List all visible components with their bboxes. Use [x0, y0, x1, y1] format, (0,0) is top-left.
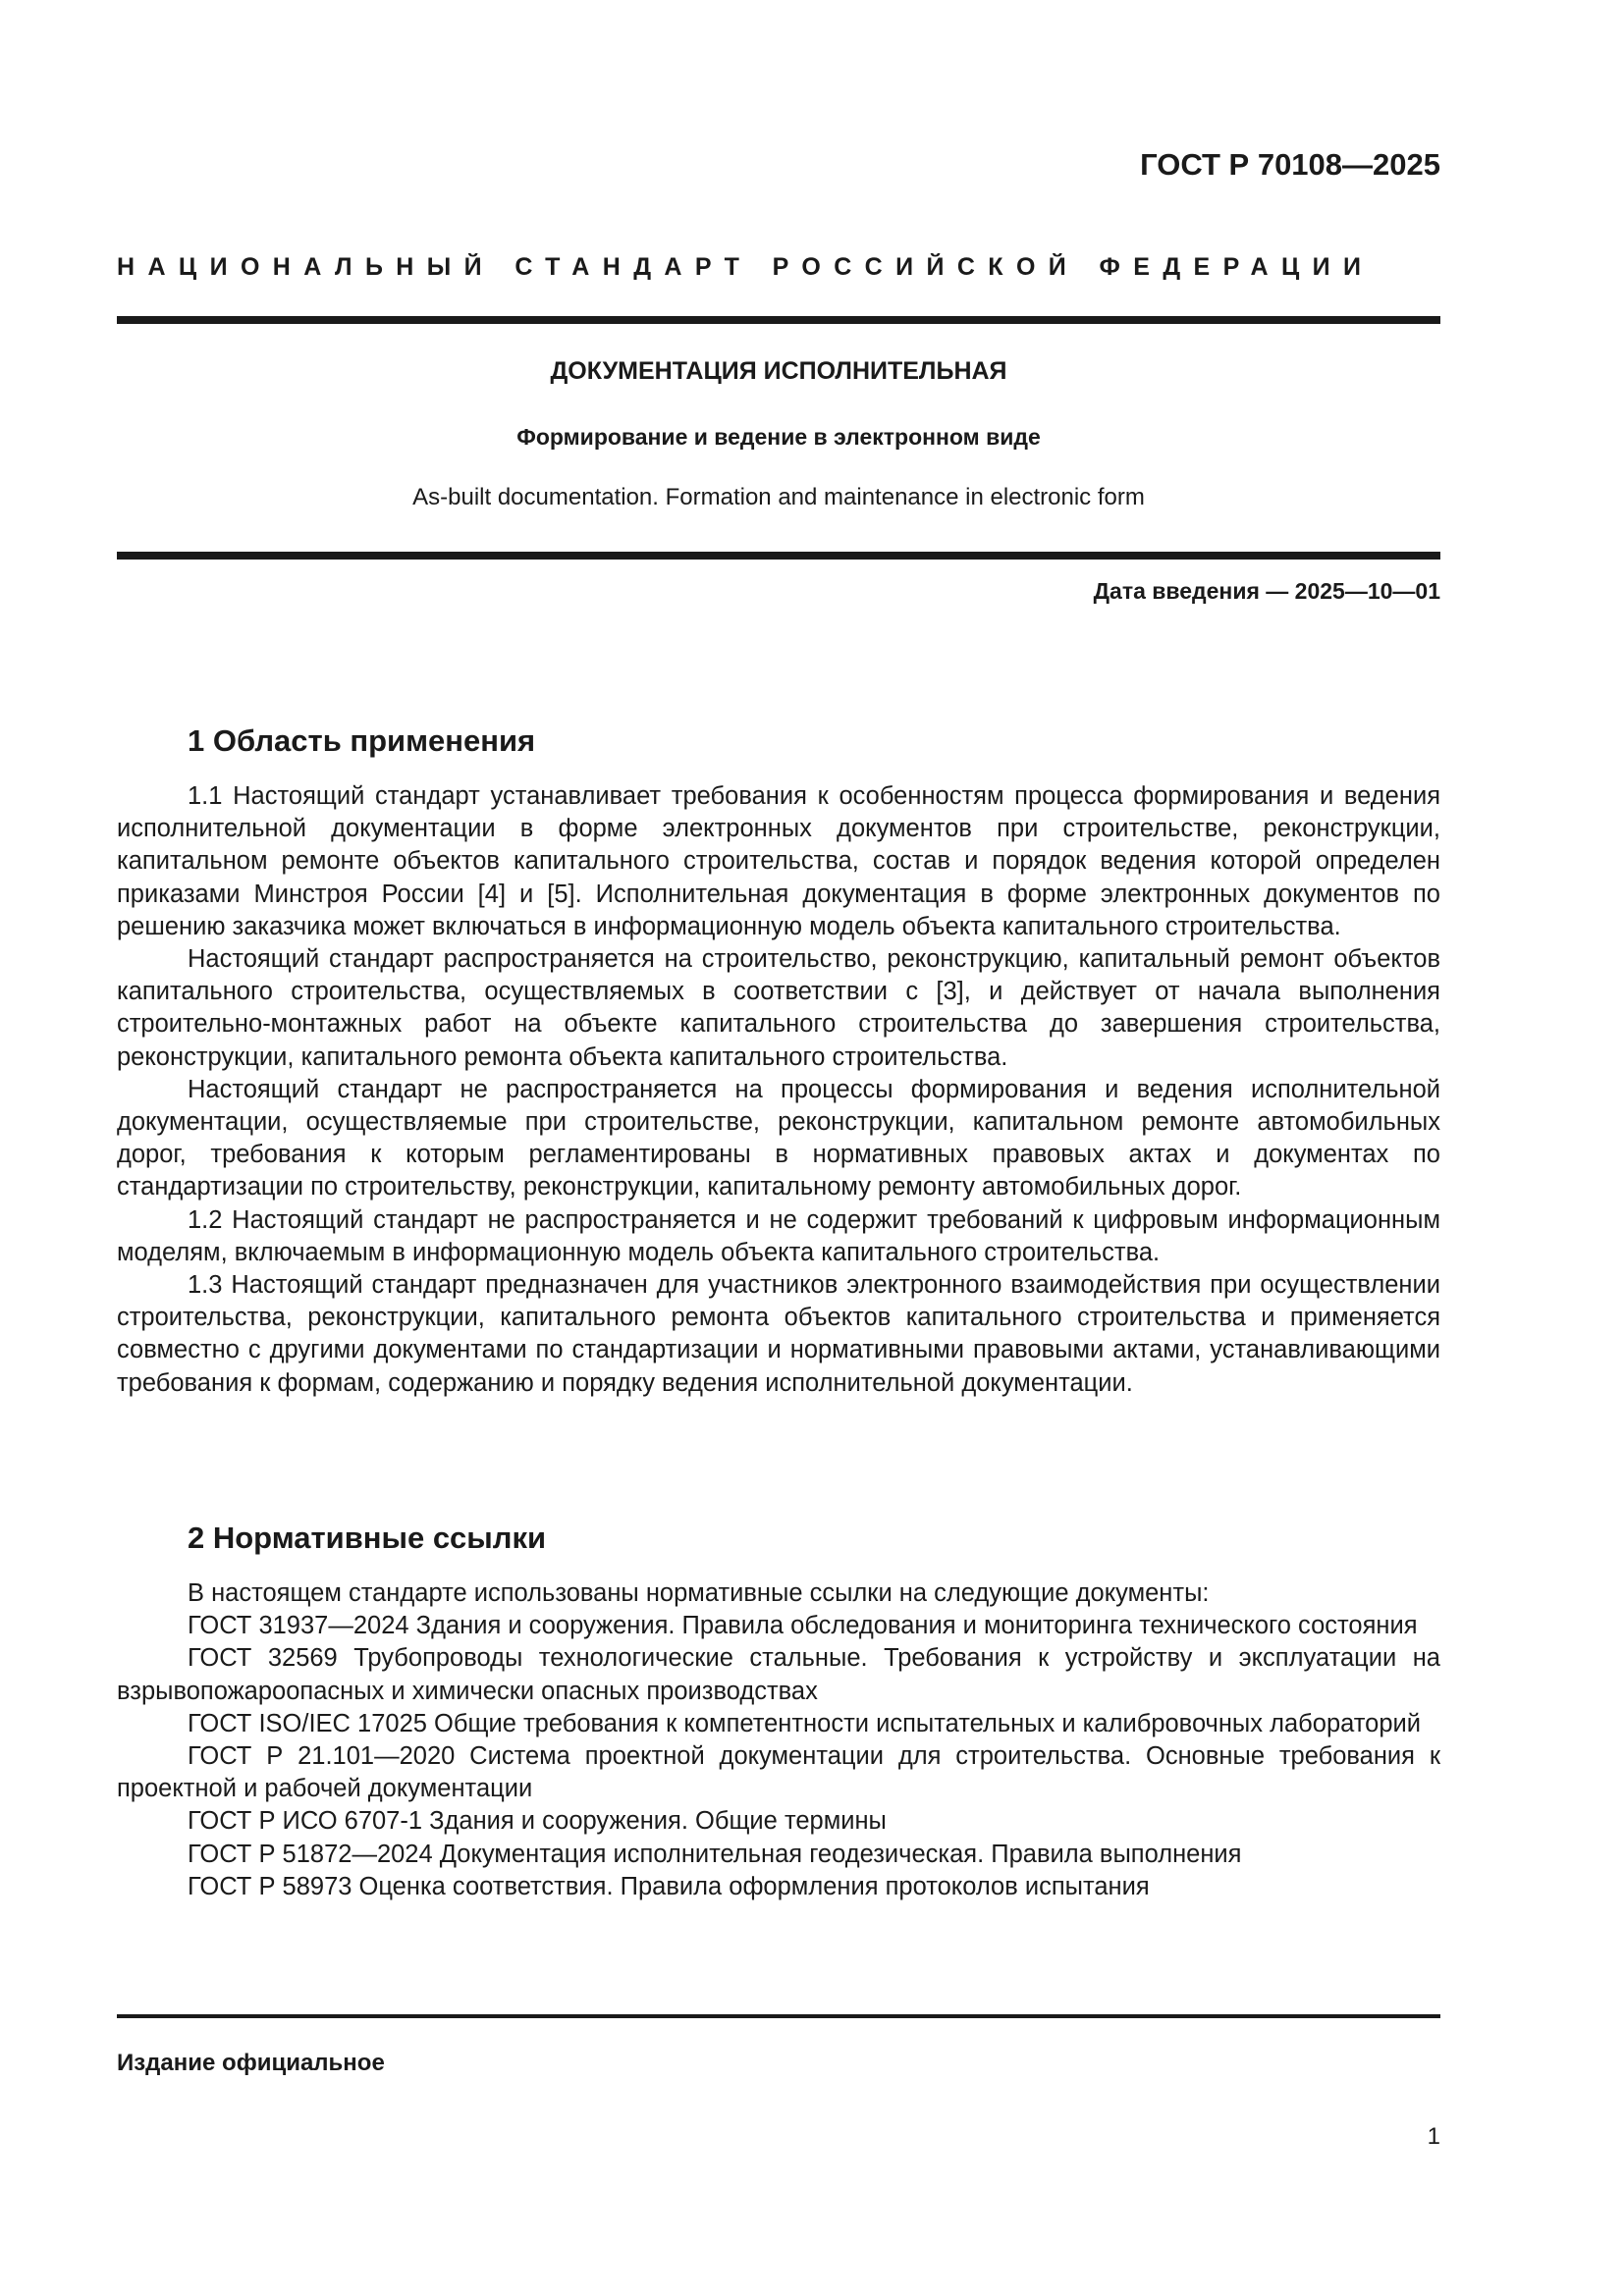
document-title: ДОКУМЕНТАЦИЯ ИСПОЛНИТЕЛЬНАЯ [550, 357, 1007, 385]
section-1-title: 1 Область применения [188, 723, 536, 758]
section-2-title: 2 Нормативные ссылки [188, 1521, 547, 1555]
reference-item: ГОСТ Р 21.101—2020 Система проектной документации для строительства. Основные требования к проектной и рабочей документации [117, 1742, 1440, 1803]
page-number: 1 [1427, 2123, 1440, 2150]
reference-item: ГОСТ Р 51872—2024 Документация исполнительная геодезическая. Правила выполнения [188, 1840, 1242, 1868]
section-scope [117, 721, 1440, 1400]
official-edition-label: Издание официальное [117, 2050, 385, 2076]
paragraph: 1.3 Настоящий стандарт предназначен для участников электронного взаимодействия при осуществлении строительства, реконструкции, капитального ремонта объектов капитального строительства и применяется совместно с другими документами по стандартизации и нормативными правовыми актами, устанавливающими требования к формам, содержанию и порядку ведения исполнительной документации. [117, 1271, 1440, 1397]
document-number: ГОСТ Р 70108—2025 [1140, 147, 1440, 182]
document-subtitle: Формирование и ведение в электронном виде [516, 424, 1041, 450]
section-normative-references [117, 1519, 1440, 1903]
paragraph: 1.1 Настоящий стандарт устанавливает требования к особенностям процесса формирования и ведения исполнительной документации в форме электронных документов при строительстве, реконструкции, капитальном ремонте объектов капитального строительства, состав и порядок ведения которой определен приказами Минстроя России [4] и [5]. Исполнительная документация в форме электронных документов по решению заказчика может включаться в информационную модель объекта капитального строительства. [117, 782, 1440, 940]
paragraph: Настоящий стандарт не распространяется на процессы формирования и ведения исполнительной документации, осуществляемые при строительстве, реконструкции, капитальном ремонте автомобильных дорог, требования к которым регламентированы в нормативных правовых актах и документах по стандартизации по строительству, реконструкции, капитальному ремонту автомобильных дорог. [117, 1075, 1440, 1201]
reference-item: ГОСТ 32569 Трубопроводы технологические стальные. Требования к устройству и эксплуатации на взрывопожароопасных и химически опасных производствах [117, 1644, 1440, 1705]
paragraph: Настоящий стандарт распространяется на строительство, реконструкцию, капитальный ремонт объектов капитального строительства, осуществляемых в соответствии с [3], и действует от начала выполнения строительно-монтажных работ на объекте капитального строительства до завершения строительства, реконструкции, капитального ремонта объекта капитального строительства. [117, 945, 1440, 1071]
footer-divider [117, 2014, 1440, 2018]
paragraph: 1.2 Настоящий стандарт не распространяется и не содержит требований к цифровым информационным моделям, включаемым в информационную модель объекта капитального строительства. [117, 1205, 1440, 1266]
reference-item: ГОСТ Р ИСО 6707-1 Здания и сооружения. Общие термины [188, 1807, 887, 1836]
national-standard-heading: НАЦИОНАЛЬНЫЙ СТАНДАРТ РОССИЙСКОЙ ФЕДЕРАЦИИ [117, 253, 1375, 281]
document-english-title: As-built documentation. Formation and maintenance in electronic form [412, 484, 1145, 510]
reference-item: ГОСТ ISO/IEC 17025 Общие требования к компетентности испытательных и калибровочных лабораторий [188, 1709, 1421, 1737]
reference-item: ГОСТ 31937—2024 Здания и сооружения. Правила обследования и мониторинга технического состояния [188, 1612, 1418, 1640]
top-divider [117, 316, 1440, 324]
reference-item: ГОСТ Р 58973 Оценка соответствия. Правила оформления протоколов испытания [188, 1872, 1150, 1900]
references-intro: В настоящем стандарте использованы нормативные ссылки на следующие документы: [188, 1579, 1210, 1607]
title-divider [117, 552, 1440, 560]
introduction-date: Дата введения — 2025—10—01 [1093, 578, 1440, 604]
